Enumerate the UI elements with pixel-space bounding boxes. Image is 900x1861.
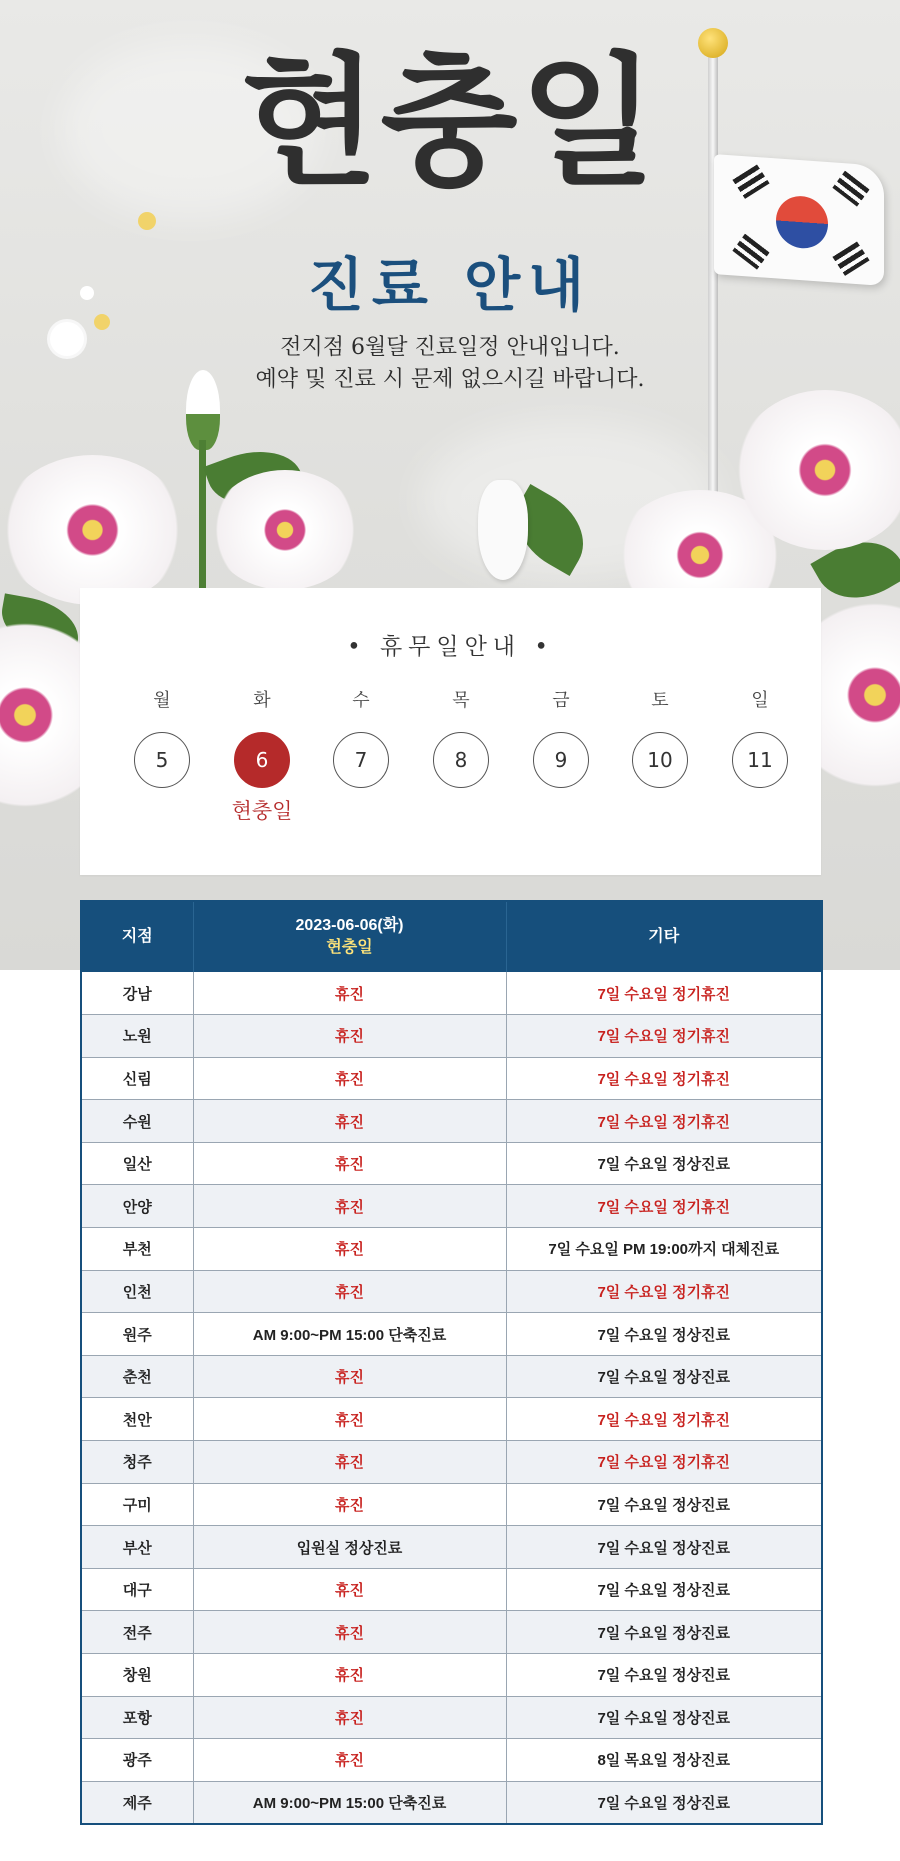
holiday-status-cell: 휴진: [193, 1015, 506, 1058]
holiday-status-cell: AM 9:00~PM 15:00 단축진료: [193, 1313, 506, 1356]
header-other: 기타: [506, 901, 822, 972]
header-date-text: 2023-06-06(화): [295, 917, 404, 934]
branch-cell: 광주: [81, 1739, 193, 1782]
holiday-status-cell: 휴진: [193, 1398, 506, 1441]
page-title: 현충일: [241, 40, 659, 205]
holiday-status-cell: 휴진: [193, 972, 506, 1015]
table-row: [81, 1142, 822, 1185]
other-note-cell: 7일 수요일 PM 19:00까지 대체진료: [506, 1228, 822, 1271]
mugunghwa-flower-icon: [735, 390, 900, 550]
branch-cell: 신림: [81, 1057, 193, 1100]
branch-cell: 제주: [81, 1781, 193, 1824]
branch-cell: 노원: [81, 1015, 193, 1058]
day-tuesday: [222, 686, 302, 788]
holiday-status-cell: 휴진: [193, 1441, 506, 1484]
table-row: [81, 1568, 822, 1611]
branch-cell: 전주: [81, 1611, 193, 1654]
trigram-icon: [832, 171, 869, 207]
other-note-cell: 7일 수요일 정기휴진: [506, 1185, 822, 1228]
holiday-status-cell: 입원실 정상진료: [193, 1526, 506, 1569]
flag-pole: [708, 52, 718, 512]
trigram-icon: [732, 234, 769, 270]
other-note-cell: 7일 수요일 정기휴진: [506, 1398, 822, 1441]
date-circle: 8: [433, 732, 489, 788]
branch-cell: 창원: [81, 1654, 193, 1697]
closed-flower-icon: [478, 480, 528, 580]
branch-cell: 구미: [81, 1483, 193, 1526]
holiday-status-cell: 휴진: [193, 1142, 506, 1185]
holiday-status-cell: 휴진: [193, 1100, 506, 1143]
table-header-row: [81, 901, 822, 972]
small-flower-icon: [138, 212, 156, 230]
weekday-label: 토: [651, 690, 669, 711]
branch-cell: 부천: [81, 1228, 193, 1271]
table-row: [81, 1654, 822, 1697]
date-circle: 5: [134, 732, 190, 788]
weekday-label: 월: [153, 690, 171, 711]
branch-cell: 안양: [81, 1185, 193, 1228]
flag-pole-finial: [698, 28, 728, 58]
weekday-label: 일: [751, 690, 769, 711]
table-row: [81, 1355, 822, 1398]
weekday-label: 금: [552, 690, 570, 711]
other-note-cell: 7일 수요일 정기휴진: [506, 972, 822, 1015]
day-thursday: [421, 686, 501, 788]
table-row: [81, 1015, 822, 1058]
table-body: [81, 972, 822, 1824]
holiday-status-cell: 휴진: [193, 1228, 506, 1271]
table-row: [81, 1739, 822, 1782]
weekday-label: 화: [253, 690, 271, 711]
weekday-label: 목: [452, 690, 470, 711]
small-flower-icon: [94, 314, 110, 330]
table-row: [81, 1526, 822, 1569]
holiday-notice-title: • 휴무일안내 •: [347, 634, 554, 660]
holiday-status-cell: 휴진: [193, 1185, 506, 1228]
holiday-name-label: 현충일: [231, 799, 293, 823]
weekday-label: 수: [352, 690, 370, 711]
branch-schedule-table: [80, 900, 823, 1825]
date-circle: 11: [732, 732, 788, 788]
date-circle: 7: [333, 732, 389, 788]
table-row: [81, 1270, 822, 1313]
page-subtitle: 진료 안내: [307, 251, 593, 319]
other-note-cell: 7일 수요일 정상진료: [506, 1781, 822, 1824]
header-date: [193, 901, 506, 972]
other-note-cell: 7일 수요일 정상진료: [506, 1142, 822, 1185]
intro-line-1: 전지점 6월달 진료일정 안내입니다.: [280, 335, 620, 360]
other-note-cell: 7일 수요일 정상진료: [506, 1654, 822, 1697]
table-row: [81, 1781, 822, 1824]
date-circle: 10: [632, 732, 688, 788]
table-row: [81, 1398, 822, 1441]
other-note-cell: 7일 수요일 정기휴진: [506, 1270, 822, 1313]
other-note-cell: 7일 수요일 정상진료: [506, 1696, 822, 1739]
day-wednesday: [321, 686, 401, 788]
header-branch: 지점: [81, 901, 193, 972]
holiday-date-circle: 6: [234, 732, 290, 788]
taegukgi-flag: [714, 154, 884, 286]
holiday-status-cell: 휴진: [193, 1568, 506, 1611]
other-note-cell: 7일 수요일 정상진료: [506, 1611, 822, 1654]
table-row: [81, 1100, 822, 1143]
branch-cell: 강남: [81, 972, 193, 1015]
intro-line-2: 예약 및 진료 시 문제 없으시길 바랍니다.: [255, 367, 645, 392]
table-row: [81, 1057, 822, 1100]
branch-cell: 일산: [81, 1142, 193, 1185]
table-row: [81, 1228, 822, 1271]
mugunghwa-flower-icon: [210, 470, 360, 590]
taeguk-symbol: [776, 194, 828, 250]
holiday-status-cell: 휴진: [193, 1483, 506, 1526]
branch-cell: 부산: [81, 1526, 193, 1569]
trigram-icon: [832, 241, 869, 275]
branch-cell: 천안: [81, 1398, 193, 1441]
branch-cell: 원주: [81, 1313, 193, 1356]
small-flower-icon: [50, 322, 84, 356]
mugunghwa-flower-icon: [0, 455, 185, 605]
table-row: [81, 1696, 822, 1739]
branch-cell: 수원: [81, 1100, 193, 1143]
holiday-status-cell: 휴진: [193, 1696, 506, 1739]
day-saturday: [620, 686, 700, 788]
small-flower-icon: [80, 286, 94, 300]
day-friday: [521, 686, 601, 788]
table-row: [81, 1313, 822, 1356]
holiday-status-cell: 휴진: [193, 1611, 506, 1654]
holiday-status-cell: 휴진: [193, 1057, 506, 1100]
holiday-notice-card: [80, 588, 821, 875]
other-note-cell: 7일 수요일 정상진료: [506, 1355, 822, 1398]
branch-cell: 포항: [81, 1696, 193, 1739]
table-row: [81, 1611, 822, 1654]
trigram-icon: [732, 164, 769, 198]
other-note-cell: 7일 수요일 정기휴진: [506, 1057, 822, 1100]
day-monday: [122, 686, 202, 788]
holiday-status-cell: 휴진: [193, 1355, 506, 1398]
other-note-cell: 7일 수요일 정상진료: [506, 1313, 822, 1356]
branch-cell: 춘천: [81, 1355, 193, 1398]
holiday-status-cell: 휴진: [193, 1654, 506, 1697]
other-note-cell: 7일 수요일 정기휴진: [506, 1441, 822, 1484]
branch-cell: 청주: [81, 1441, 193, 1484]
other-note-cell: 8일 목요일 정상진료: [506, 1739, 822, 1782]
flower-bud-icon: [186, 370, 220, 450]
table-row: [81, 1441, 822, 1484]
table-row: [81, 972, 822, 1015]
day-sunday: [720, 686, 800, 788]
table-row: [81, 1185, 822, 1228]
date-circle: 9: [533, 732, 589, 788]
flower-stem: [199, 440, 206, 590]
holiday-status-cell: AM 9:00~PM 15:00 단축진료: [193, 1781, 506, 1824]
other-note-cell: 7일 수요일 정상진료: [506, 1483, 822, 1526]
table-row: [81, 1483, 822, 1526]
other-note-cell: 7일 수요일 정상진료: [506, 1568, 822, 1611]
header-date-note: 현충일: [326, 939, 373, 956]
holiday-status-cell: 휴진: [193, 1270, 506, 1313]
branch-cell: 대구: [81, 1568, 193, 1611]
other-note-cell: 7일 수요일 정상진료: [506, 1526, 822, 1569]
holiday-status-cell: 휴진: [193, 1739, 506, 1782]
branch-cell: 인천: [81, 1270, 193, 1313]
other-note-cell: 7일 수요일 정기휴진: [506, 1100, 822, 1143]
other-note-cell: 7일 수요일 정기휴진: [506, 1015, 822, 1058]
